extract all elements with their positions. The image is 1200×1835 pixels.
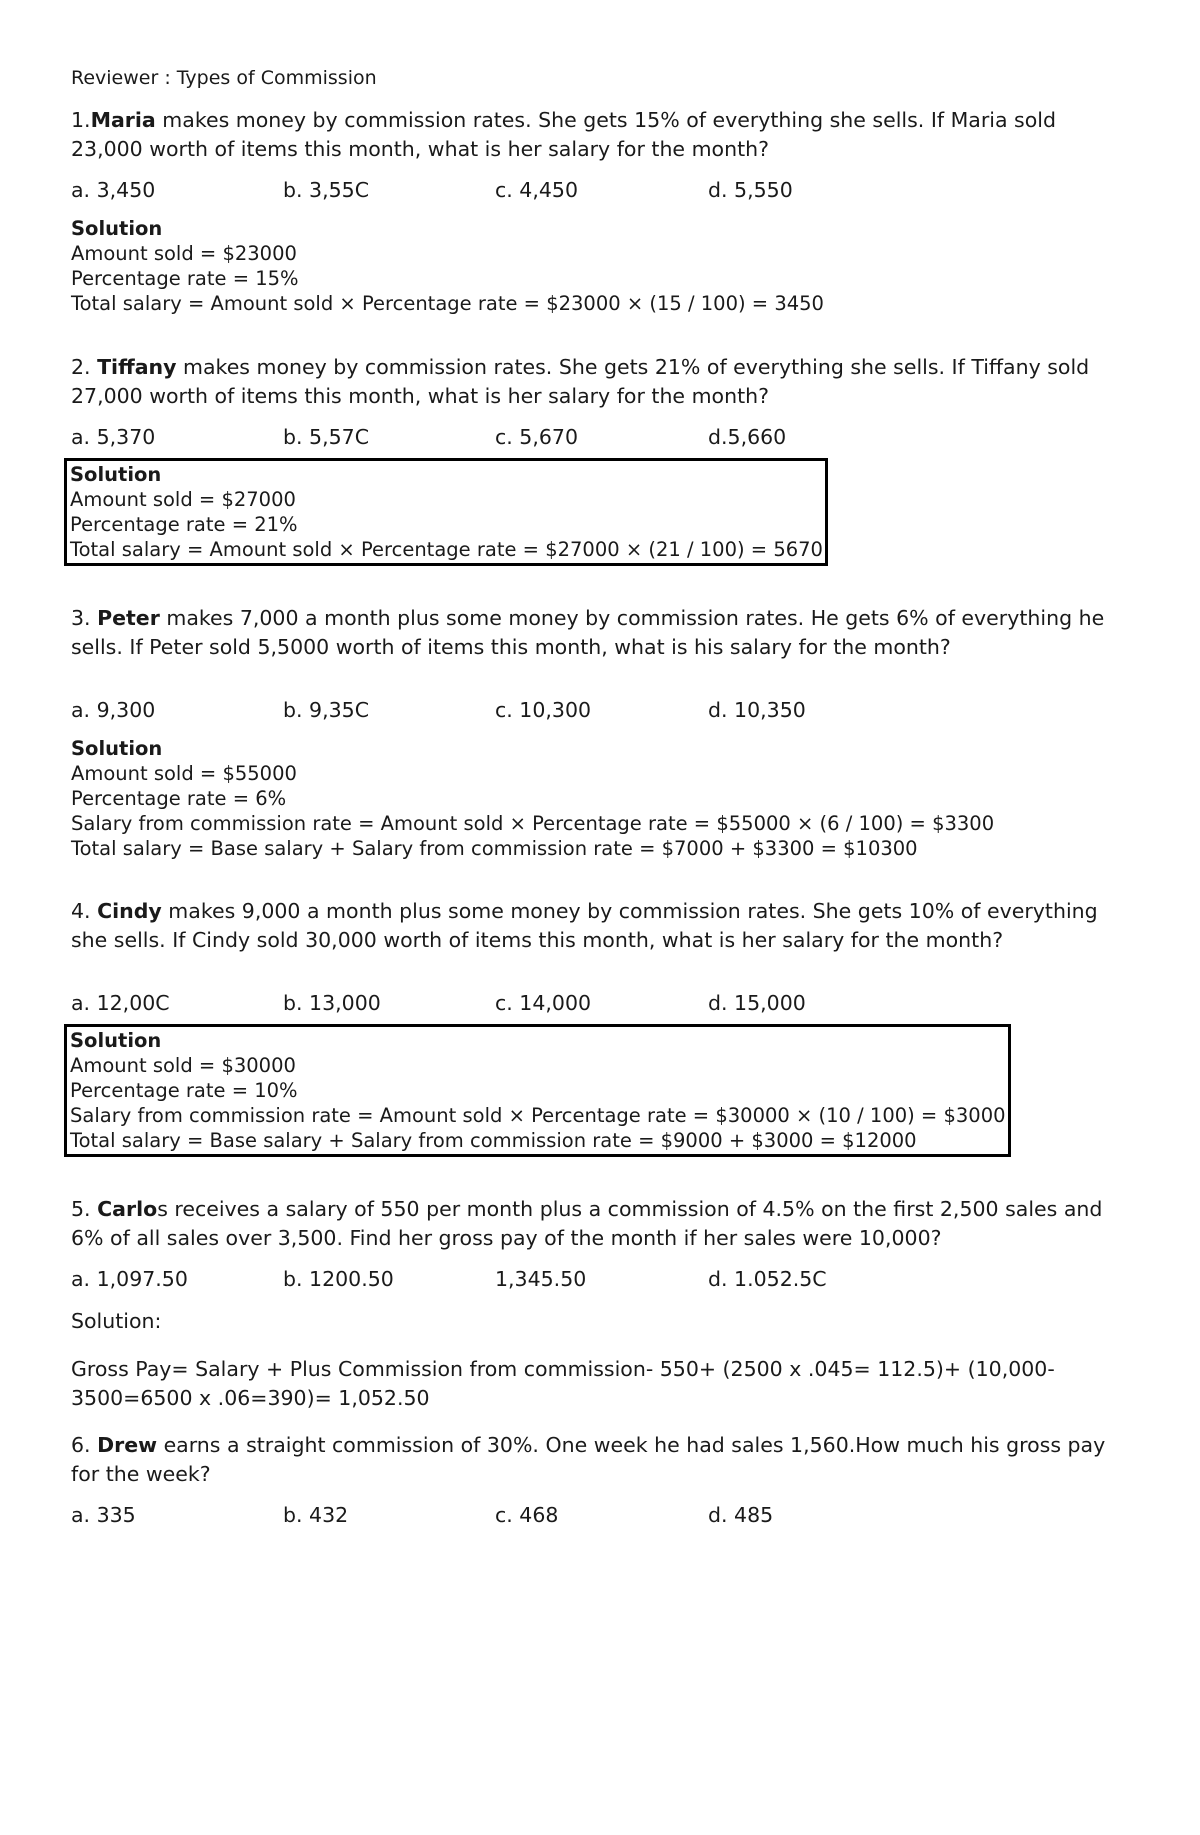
- choice-c: 1,345.50: [495, 1267, 587, 1291]
- choice-b: b. 5,57C: [283, 425, 370, 449]
- solution-line: Amount sold = $55000: [71, 762, 297, 785]
- choice-b: b. 13,000: [283, 991, 381, 1015]
- choice-d: d. 5,550: [708, 178, 793, 202]
- choice-d: d.5,660: [708, 425, 787, 449]
- question-6: [71, 1431, 1131, 1533]
- question-5-person: Carlo: [97, 1197, 158, 1221]
- solution-line: Salary from commission rate = Amount sold × Percentage rate = $30000 × (10 / 100) = $3000: [70, 1104, 1006, 1127]
- page-title: Reviewer : Types of Commission: [71, 67, 377, 89]
- question-2: [71, 353, 1131, 566]
- solution-line: Percentage rate = 15%: [71, 267, 299, 290]
- question-4-solution-box: [64, 1024, 1011, 1157]
- solution-heading: Solution: [71, 217, 163, 240]
- question-4-person: Cindy: [97, 899, 162, 923]
- choice-b: b. 1200.50: [283, 1267, 394, 1291]
- choice-b: b. 3,55C: [283, 178, 370, 202]
- question-3-choices: [71, 698, 1131, 728]
- question-3: [71, 604, 1131, 861]
- choice-d: d. 1.052.5C: [708, 1267, 827, 1291]
- choice-d: d. 10,350: [708, 698, 806, 722]
- choice-a: a. 12,00C: [71, 991, 170, 1015]
- solution-line: Salary from commission rate = Amount sold × Percentage rate = $55000 × (6 / 100) = $3300: [71, 812, 995, 835]
- question-2-solution-box: [64, 458, 828, 566]
- choice-c: c. 4,450: [495, 178, 578, 202]
- question-5-choices: [71, 1267, 1131, 1297]
- choice-c: c. 14,000: [495, 991, 592, 1015]
- choice-a: a. 3,450: [71, 178, 156, 202]
- choice-b: b. 9,35C: [283, 698, 370, 722]
- solution-line: Amount sold = $27000: [70, 488, 296, 511]
- choice-d: d. 15,000: [708, 991, 806, 1015]
- question-1-solution: [71, 216, 1131, 316]
- solution-line: Total salary = Base salary + Salary from commission rate = $9000 + $3000 = $12000: [70, 1129, 917, 1152]
- solution-line: Percentage rate = 10%: [70, 1079, 298, 1102]
- solution-line: Total salary = Base salary + Salary from commission rate = $7000 + $3300 = $10300: [71, 837, 918, 860]
- question-2-person: Tiffany: [97, 355, 177, 379]
- choice-d: d. 485: [708, 1503, 774, 1527]
- question-5-text: 5. Carlos receives a salary of 550 per month plus a commission of 4.5% on the first 2,500 sales and 6% of all sales over 3,500. Find her gross pay of the month if her sales were 10,000?: [71, 1197, 1103, 1250]
- question-6-person: Drew: [97, 1433, 158, 1457]
- question-5-solution-heading: Solution:: [71, 1309, 162, 1333]
- choice-a: a. 335: [71, 1503, 136, 1527]
- question-3-person: Peter: [97, 606, 160, 630]
- solution-line: Total salary = Amount sold × Percentage rate = $23000 × (15 / 100) = 3450: [71, 292, 824, 315]
- choice-b: b. 432: [283, 1503, 349, 1527]
- choice-a: a. 1,097.50: [71, 1267, 188, 1291]
- question-1-text: 1.Maria makes money by commission rates. She gets 15% of everything she sells. If Maria sold 23,000 worth of items this month, what is her salary for the month?: [71, 108, 1056, 161]
- question-6-text: 6. Drew earns a straight commission of 30%. One week he had sales 1,560.How much his gross pay for the week?: [71, 1433, 1106, 1486]
- solution-line: Total salary = Amount sold × Percentage rate = $27000 × (21 / 100) = 5670: [70, 538, 823, 561]
- choice-a: a. 5,370: [71, 425, 156, 449]
- document-page: [71, 66, 1131, 1533]
- solution-heading: Solution: [70, 1029, 162, 1052]
- question-1-person: Maria: [90, 108, 156, 132]
- question-3-text: 3. Peter makes 7,000 a month plus some money by commission rates. He gets 6% of everything he sells. If Peter sold 5,5000 worth of items this month, what is his salary for the month?: [71, 606, 1105, 659]
- question-2-choices: [71, 425, 1131, 455]
- question-3-solution: [71, 736, 1131, 861]
- choice-c: c. 10,300: [495, 698, 592, 722]
- question-1: [71, 106, 1131, 316]
- solution-line: Percentage rate = 6%: [71, 787, 287, 810]
- solution-line: Percentage rate = 21%: [70, 513, 298, 536]
- question-2-text: 2. Tiffany makes money by commission rates. She gets 21% of everything she sells. If Tiffany sold 27,000 worth of items this month, what is her salary for the month?: [71, 355, 1090, 408]
- question-5: [71, 1195, 1131, 1413]
- question-5-solution-line: Gross Pay= Salary + Plus Commission from commission- 550+ (2500 x .045= 112.5)+ (10,000-3500=6500 x .06=390)= 1,052.50: [71, 1357, 1055, 1410]
- solution-line: Amount sold = $23000: [71, 242, 297, 265]
- choice-c: c. 5,670: [495, 425, 578, 449]
- question-6-choices: [71, 1503, 1131, 1533]
- question-4-text: 4. Cindy makes 9,000 a month plus some money by commission rates. She gets 10% of everything she sells. If Cindy sold 30,000 worth of items this month, what is her salary for the month?: [71, 899, 1098, 952]
- question-4: [71, 897, 1131, 1157]
- question-4-choices: [71, 991, 1131, 1021]
- choice-a: a. 9,300: [71, 698, 156, 722]
- solution-heading: Solution: [70, 463, 162, 486]
- solution-line: Amount sold = $30000: [70, 1054, 296, 1077]
- solution-heading: Solution: [71, 737, 163, 760]
- choice-c: c. 468: [495, 1503, 559, 1527]
- question-1-choices: [71, 178, 1131, 208]
